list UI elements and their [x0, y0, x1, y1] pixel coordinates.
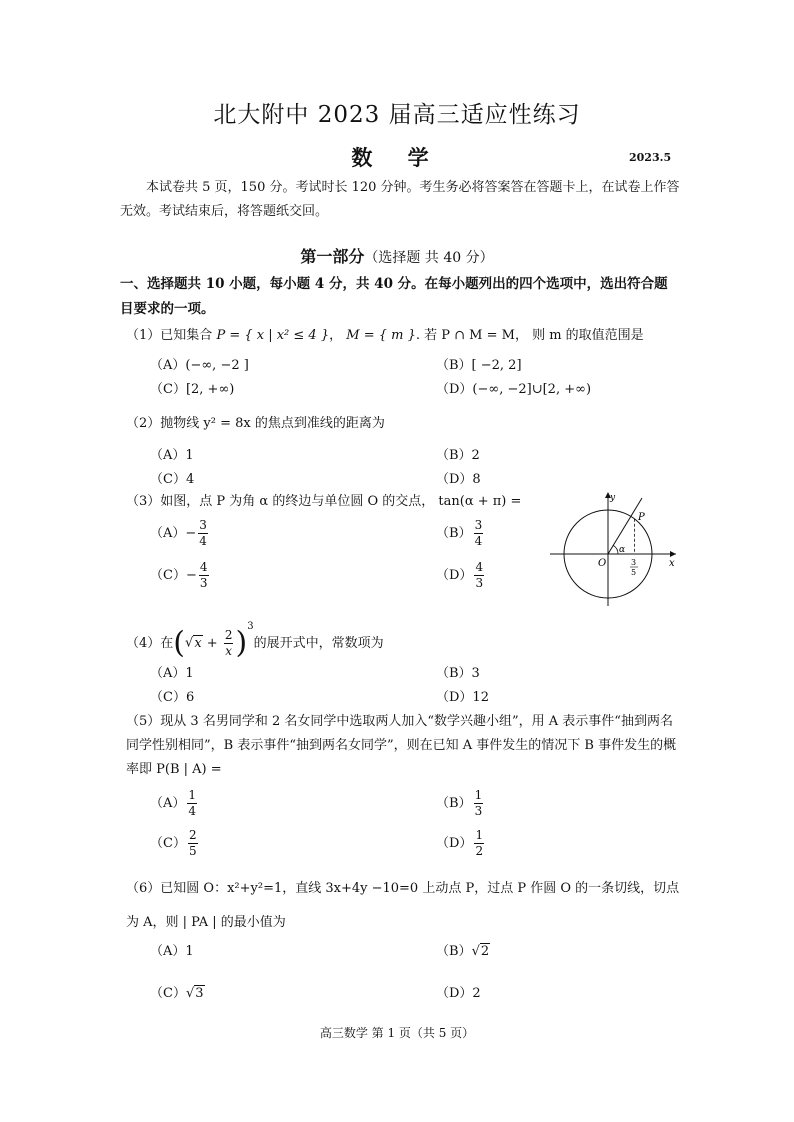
question-number: （5） [126, 714, 161, 729]
sqrt-value: 2 [480, 944, 490, 959]
question-number: （1） [126, 328, 161, 343]
fraction: $\frac{1}{3}$ [474, 788, 483, 818]
option-c: （C）√3 [150, 986, 204, 1001]
sqrt-value: 3 [195, 986, 204, 1001]
option-b: （B） $\frac{3}{4}$ [436, 518, 483, 548]
question-1: （1）已知集合 P = { x | x² ≤ 4 }， M = { m }. 若 P ∩ M = M， 则 m 的取值范围是 [126, 328, 644, 343]
set-p: P = { x | x² ≤ 4 } [216, 328, 330, 343]
page-footer: 高三数学 第 1 页（共 5 页） [319, 1026, 475, 1040]
sqrt-x: x [194, 635, 202, 651]
question-text: 现从 3 名男同学和 2 名女同学中选取两人加入“数学兴趣小组”，用 A 表示事件“抽到两名同学性别相同”，B 表示事件“抽到两名女同学”，则在已知 A 事件发生的情况下 B 事件发生的概率即 P(B | A) = [126, 714, 677, 777]
option-c: （C）4 [150, 472, 195, 487]
part-label: 第一部分 [300, 247, 365, 266]
question-ask: 则 m 的取值范围是 [532, 328, 644, 343]
fraction: $\frac{1}{4}$ [188, 788, 197, 818]
question-4: （4）在(√x + $\frac{2}{x}$ )$^3$的展开式中，常数项为 [126, 621, 384, 661]
unit-circle-figure [548, 488, 680, 610]
option-d: （D）12 [436, 690, 489, 705]
question-number: （3） [126, 494, 161, 509]
y-axis-label: y [610, 493, 616, 503]
fraction: $\frac{3}{4}$ [474, 518, 483, 548]
part-heading [0, 244, 794, 267]
origin-label: O [598, 558, 607, 569]
fraction: $\frac{2}{5}$ [188, 828, 197, 858]
option-c: （C）6 [150, 690, 195, 705]
fraction: $\frac{4}{3}$ [475, 560, 484, 590]
tick-denominator: 5 [631, 568, 637, 577]
option-b: （B）√2 [436, 944, 490, 959]
condition: 若 P ∩ M = M [424, 328, 515, 343]
x-axis-label: x [669, 558, 675, 569]
question-number: （6） [126, 881, 161, 896]
section-instructions: 一、选择题共 10 小题，每小题 4 分，共 40 分。在每小题列出的四个选项中，选出符合题目要求的一项。 [120, 276, 668, 317]
option-b: （B）3 [436, 666, 480, 681]
question-text: 如图，点 P 为角 α 的终边与单位圆 O 的交点， [160, 494, 435, 509]
angle-arc [613, 545, 618, 554]
x-axis-arrow-icon [670, 551, 676, 557]
angle-label: α [619, 545, 626, 555]
right-paren: ) [235, 625, 248, 661]
question-text: 抛物线 y² = 8x 的焦点到准线的距离为 [160, 416, 385, 431]
option-a: （A） $\frac{1}{4}$ [150, 788, 197, 818]
option-d: （D） $\frac{1}{2}$ [436, 828, 484, 858]
option-a: （A）1 [150, 944, 194, 959]
question-number: （4） [126, 636, 161, 651]
option-a: （A）− $\frac{3}{4}$ [150, 518, 207, 548]
question-expression: tan(α + π) = [438, 494, 522, 509]
option-a: （A）1 [150, 666, 194, 681]
option-b: （B）[ −2, 2] [436, 358, 522, 373]
option-a: （A）(−∞, −2 ] [150, 358, 249, 373]
option-d: （D）8 [436, 472, 481, 487]
exam-date: 2023.5 [629, 151, 672, 164]
fraction: $\frac{1}{2}$ [475, 828, 484, 858]
question-6 [126, 872, 682, 940]
question-text: 已知集合 [160, 328, 213, 343]
point-label: P [638, 512, 645, 523]
exam-title: 北大附中 2023 届高三适应性练习 [213, 102, 581, 128]
question-text: 的展开式中，常数项为 [253, 636, 384, 651]
option-c: （C）[2, +∞) [150, 382, 235, 397]
option-d: （D）(−∞, −2]∪[2, +∞) [436, 382, 592, 397]
set-m: M = { m } [346, 328, 416, 343]
exponent: 3 [247, 621, 254, 632]
option-c: （C） $\frac{2}{5}$ [150, 828, 197, 858]
tick-numerator: 3 [631, 558, 637, 567]
subject-title: 数 学 [351, 145, 443, 170]
question-2 [126, 414, 385, 434]
option-a: （A）1 [150, 448, 194, 463]
exam-instructions: 本试卷共 5 页，150 分。考试时长 120 分钟。考生务必将答案答在答题卡上，在试卷上作答无效。考试结束后，将答题纸交回。 [120, 180, 680, 219]
part-note: （选择题 共 40 分） [364, 250, 494, 266]
fraction: $\frac{2}{x}$ [224, 628, 233, 658]
option-b: （B）2 [436, 448, 480, 463]
question-5 [126, 710, 682, 782]
option-c: （C）− $\frac{4}{3}$ [150, 560, 208, 590]
left-paren: ( [173, 625, 186, 661]
question-text: 已知圆 O：x²+y²=1，直线 3x+4y −10=0 上动点 P，过点 P 作圆 O 的一条切线，切点为 A，则 | PA | 的最小值为 [126, 881, 680, 930]
option-b: （B） $\frac{1}{3}$ [436, 788, 483, 818]
option-d: （D）2 [436, 986, 481, 1001]
option-d: （D） $\frac{4}{3}$ [436, 560, 484, 590]
question-number: （2） [126, 416, 161, 431]
fraction: $\frac{4}{3}$ [199, 560, 208, 590]
fraction: $\frac{3}{4}$ [199, 518, 207, 548]
question-3 [126, 492, 521, 512]
